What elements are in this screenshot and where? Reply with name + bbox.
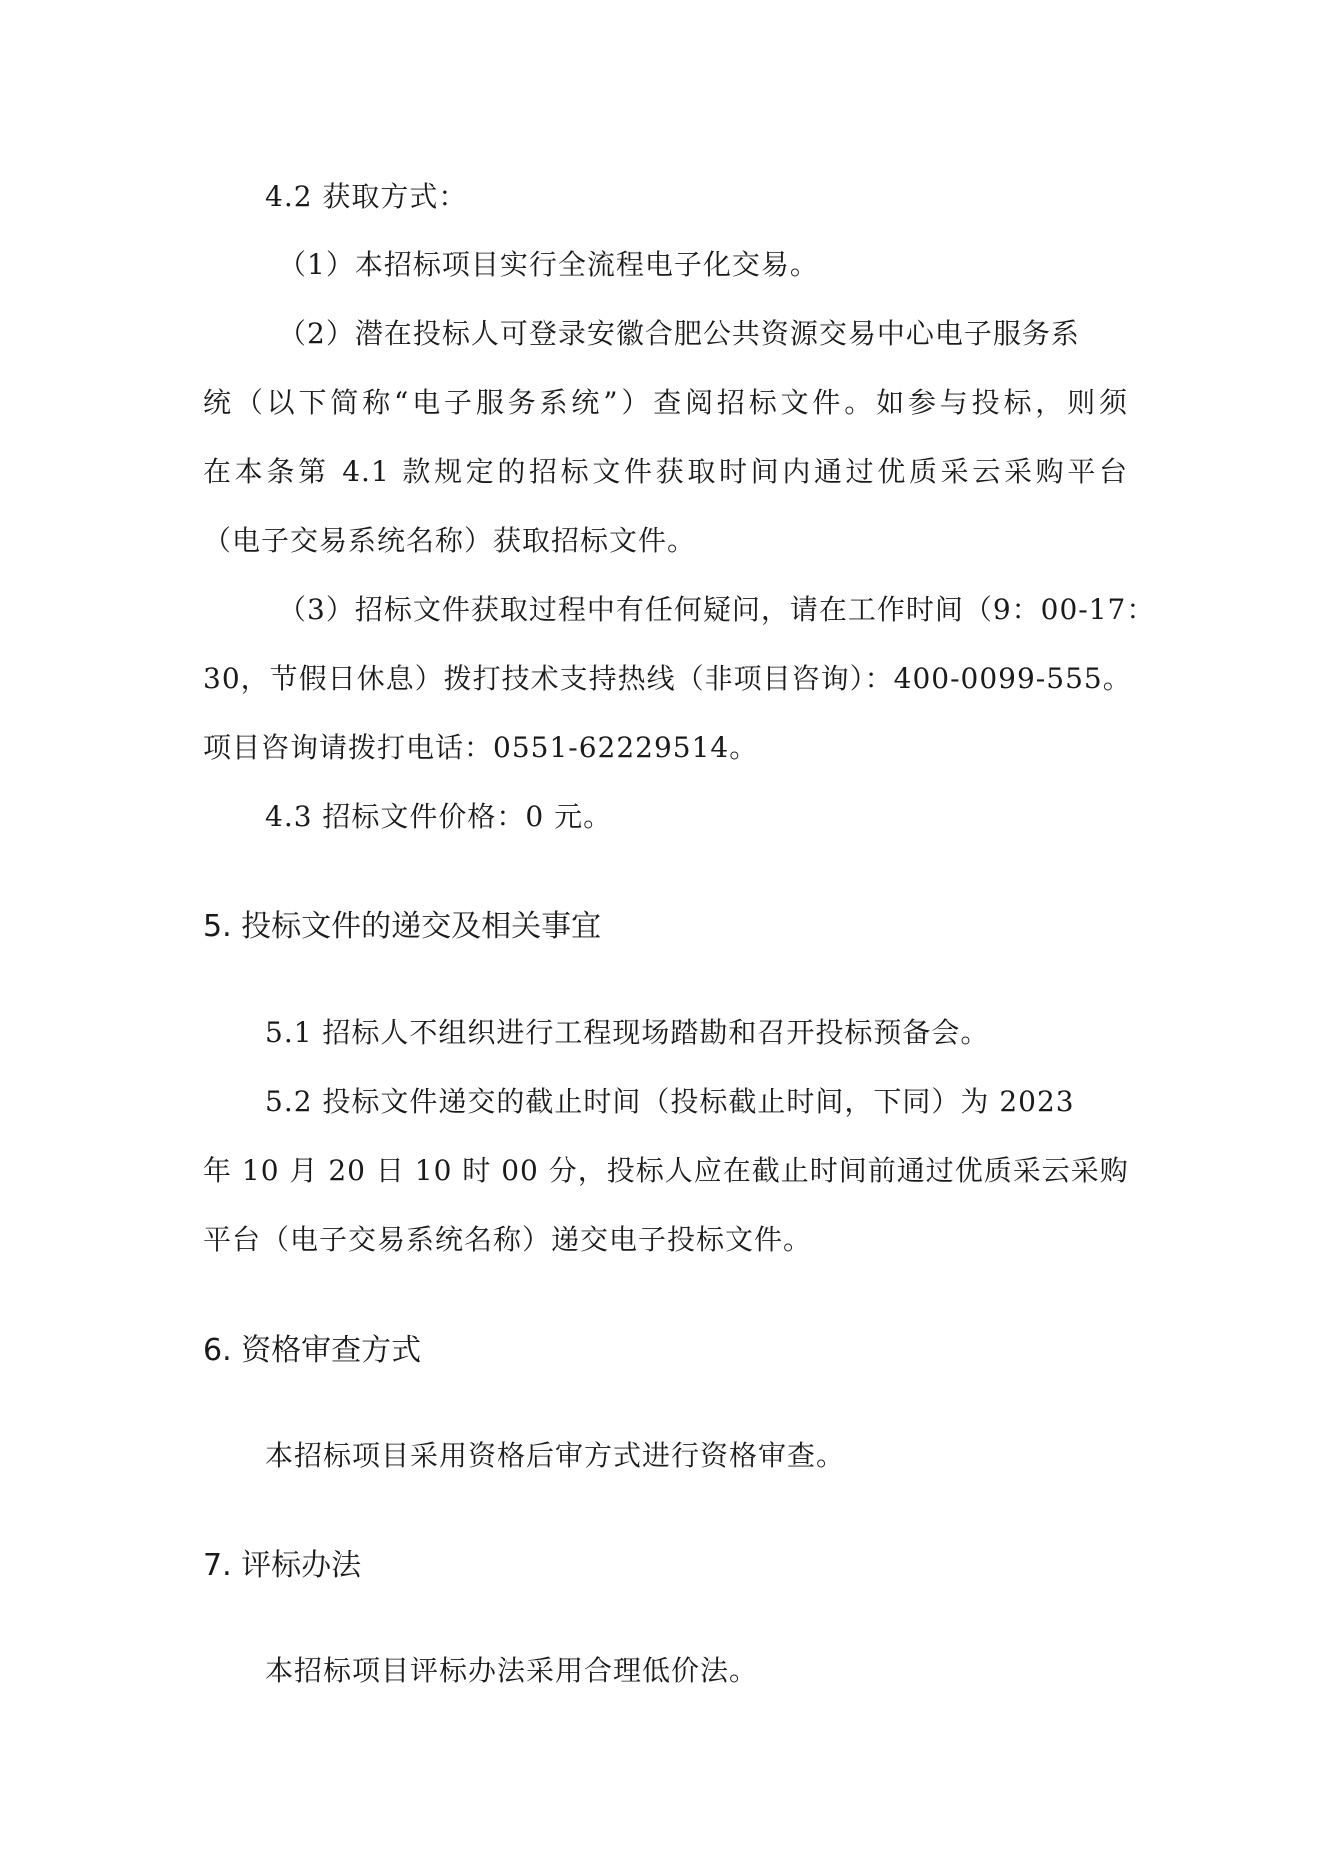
paragraph-7-body: 本招标项目评标办法采用合理低价法。 (265, 1654, 759, 1687)
paragraph-5-1: 5.1 招标人不组织进行工程现场踏勘和召开投标预备会。 (265, 1016, 990, 1049)
section-6-heading: 6. 资格审查方式 (203, 1333, 422, 1368)
paragraph-item-3-line-3: 项目咨询请拨打电话：0551-62229514。 (203, 731, 759, 764)
section-5-heading: 5. 投标文件的递交及相关事宜 (203, 909, 602, 944)
paragraph-item-3-line-2: 30，节假日休息）拨打技术支持热线（非项目咨询）：400-0099-555。 (203, 662, 1132, 695)
paragraph-item-3-line-1: （3）招标文件获取过程中有任何疑问，请在工作时间（9：00-17： (278, 593, 1156, 626)
paragraph-5-2-line-3: 平台（电子交易系统名称）递交电子投标文件。 (203, 1223, 813, 1256)
paragraph-5-2-line-2: 年 10 月 20 日 10 时 00 分，投标人应在截止时间前通过优质采云采购 (203, 1154, 1129, 1187)
paragraph-item-2-line-2: 统（以下简称“电子服务系统”）查阅招标文件。如参与投标，则须 (203, 386, 1128, 419)
paragraph-4-2: 4.2 获取方式： (265, 180, 468, 213)
paragraph-item-1: （1）本招标项目实行全流程电子化交易。 (278, 248, 819, 281)
paragraph-item-2-line-4: （电子交易系统名称）获取招标文件。 (203, 524, 697, 557)
paragraph-4-3: 4.3 招标文件价格：0 元。 (265, 800, 613, 833)
paragraph-item-2-line-1: （2）潜在投标人可登录安徽合肥公共资源交易中心电子服务系 (278, 317, 1080, 350)
paragraph-6-body: 本招标项目采用资格后审方式进行资格审查。 (265, 1439, 846, 1472)
section-7-heading: 7. 评标办法 (203, 1548, 362, 1583)
paragraph-item-2-line-3: 在本条第 4.1 款规定的招标文件获取时间内通过优质采云采购平台 (203, 455, 1128, 488)
paragraph-5-2-line-1: 5.2 投标文件递交的截止时间（投标截止时间，下同）为 2023 (265, 1085, 1075, 1118)
